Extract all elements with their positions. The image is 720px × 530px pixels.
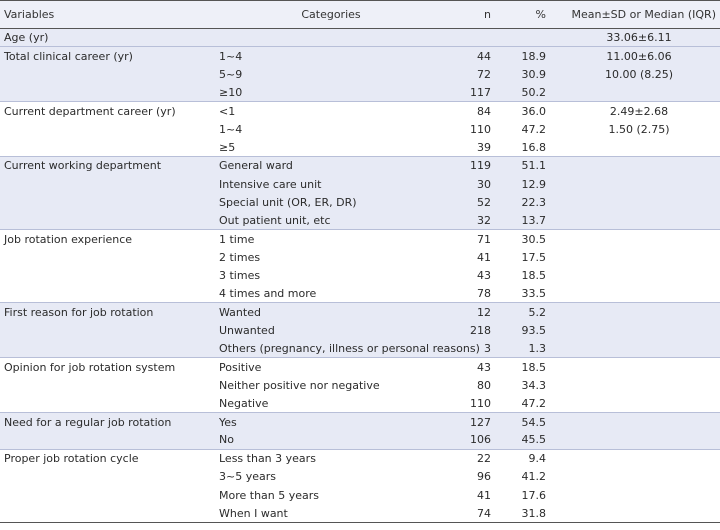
n-cell: 44 xyxy=(449,47,497,65)
percent-cell: 22.3 xyxy=(521,195,546,209)
percent-cell: 45.5 xyxy=(521,433,546,447)
variable-cell: Current department career (yr) xyxy=(0,102,213,120)
table-row xyxy=(0,83,720,101)
n-cell: 72 xyxy=(477,67,491,81)
category-cell xyxy=(213,29,449,47)
header-n: n xyxy=(449,1,497,29)
stat-cell xyxy=(558,138,720,156)
stat-cell: 11.00±6.06 xyxy=(558,47,720,65)
stat-cell xyxy=(558,230,720,248)
variable-cell xyxy=(0,138,213,156)
variable-cell xyxy=(0,211,213,229)
category-cell: Negative xyxy=(219,396,269,410)
header-variables: Variables xyxy=(0,1,213,29)
percent-cell: 51.1 xyxy=(497,157,558,175)
category-cell: General ward xyxy=(213,157,449,175)
row-group xyxy=(0,47,720,102)
n-cell: 84 xyxy=(449,102,497,120)
percent-cell: 18.9 xyxy=(497,47,558,65)
table-row xyxy=(0,65,720,83)
n-cell: 39 xyxy=(477,140,491,154)
stat-cell: 33.06±6.11 xyxy=(606,31,672,45)
n-cell: 96 xyxy=(477,470,491,484)
variable-cell xyxy=(0,504,213,522)
percent-cell: 34.3 xyxy=(521,378,546,392)
table-row xyxy=(0,248,720,266)
table-row xyxy=(0,193,720,211)
category-cell: Others (pregnancy, illness or personal reasons) xyxy=(219,341,480,355)
table-row xyxy=(0,321,720,339)
percent-cell: 17.6 xyxy=(521,488,546,502)
percent-cell: 36.0 xyxy=(497,102,558,120)
percent-cell: 47.2 xyxy=(521,396,546,410)
percent-cell: 18.5 xyxy=(497,358,558,376)
category-cell: Less than 3 years xyxy=(213,449,449,467)
stat-cell xyxy=(558,468,720,486)
table-header xyxy=(0,1,720,29)
n-cell: 52 xyxy=(477,195,491,209)
category-cell: ≥5 xyxy=(219,140,236,154)
percent-cell: 1.3 xyxy=(528,341,546,355)
table-row xyxy=(0,102,720,120)
variable-cell xyxy=(0,321,213,339)
stat-cell xyxy=(558,486,720,504)
header-percent: % xyxy=(497,1,558,29)
n-cell: 32 xyxy=(477,213,491,227)
category-cell: Out patient unit, etc xyxy=(219,213,331,227)
percent-cell: 13.7 xyxy=(521,213,546,227)
category-cell: Positive xyxy=(213,358,449,376)
percent-cell: 17.5 xyxy=(521,250,546,264)
variable-cell: Age (yr) xyxy=(4,31,49,45)
variable-cell xyxy=(0,486,213,504)
table-row xyxy=(0,486,720,504)
percent-cell: 33.5 xyxy=(521,287,546,301)
category-cell: 5~9 xyxy=(219,67,243,81)
stat-cell xyxy=(558,321,720,339)
table-row xyxy=(0,303,720,321)
stat-cell xyxy=(558,340,720,358)
stat-cell xyxy=(558,248,720,266)
n-cell: 43 xyxy=(477,269,491,282)
percent-cell: 93.5 xyxy=(521,323,546,337)
n-cell: 12 xyxy=(449,303,497,321)
variable-cell xyxy=(0,83,213,101)
n-cell: 110 xyxy=(470,396,491,410)
table-row xyxy=(0,340,720,358)
table-row xyxy=(0,394,720,412)
variable-cell xyxy=(0,120,213,138)
table-row xyxy=(0,211,720,229)
variable-cell: Job rotation experience xyxy=(0,230,213,248)
header-mean-sd: Mean±SD or Median (IQR) xyxy=(558,1,720,29)
variable-cell xyxy=(0,285,213,303)
n-cell: 110 xyxy=(470,122,491,136)
stat-cell xyxy=(558,175,720,193)
percent-cell: 9.4 xyxy=(497,449,558,467)
category-cell: When I want xyxy=(213,504,449,522)
table-row xyxy=(0,157,720,175)
table-row xyxy=(0,468,720,486)
row-group xyxy=(0,102,720,157)
category-cell: 1~4 xyxy=(219,122,243,136)
row-group xyxy=(0,29,720,47)
category-cell: 1~4 xyxy=(213,47,449,65)
percent-cell: 41.2 xyxy=(521,470,546,484)
variable-cell: Proper job rotation cycle xyxy=(0,449,213,467)
n-cell: 43 xyxy=(449,358,497,376)
table-row xyxy=(0,120,720,138)
stat-cell xyxy=(558,211,720,229)
table-row xyxy=(0,230,720,248)
variable-cell xyxy=(0,266,213,284)
table-row xyxy=(0,413,720,431)
percent-cell: 31.8 xyxy=(497,504,558,522)
row-group xyxy=(0,449,720,522)
variable-cell: Opinion for job rotation system xyxy=(0,358,213,376)
table-row xyxy=(0,266,720,284)
n-cell: 41 xyxy=(477,250,491,264)
stat-cell: 10.00 (8.25) xyxy=(604,67,674,81)
stat-cell xyxy=(558,83,720,101)
n-cell: 71 xyxy=(449,230,497,248)
n-cell: 80 xyxy=(477,378,491,392)
stat-cell xyxy=(558,193,720,211)
table-row xyxy=(0,431,720,449)
percent-cell: 16.8 xyxy=(521,140,546,154)
stat-cell xyxy=(558,394,720,412)
variable-cell: First reason for job rotation xyxy=(0,303,213,321)
stat-cell xyxy=(558,303,720,321)
stat-cell xyxy=(558,449,720,467)
n-cell: 106 xyxy=(470,433,491,447)
percent-cell: 54.5 xyxy=(497,413,558,431)
n-cell: 78 xyxy=(477,287,491,301)
stat-cell xyxy=(558,157,720,175)
percent-cell: 30.5 xyxy=(497,230,558,248)
n-cell: 117 xyxy=(470,85,491,99)
stat-cell xyxy=(558,285,720,303)
variable-cell: Current working department xyxy=(0,157,213,175)
category-cell: More than 5 years xyxy=(219,488,320,502)
table-row xyxy=(0,29,720,47)
category-cell: Neither positive nor negative xyxy=(219,378,380,392)
category-cell: 4 times and more xyxy=(219,287,317,301)
variable-cell xyxy=(0,248,213,266)
n-cell: 119 xyxy=(449,157,497,175)
table-row xyxy=(0,449,720,467)
row-group xyxy=(0,230,720,303)
n-cell: 30 xyxy=(477,177,491,191)
variable-cell xyxy=(0,431,213,449)
table-row xyxy=(0,358,720,376)
category-cell: 2 times xyxy=(219,250,261,264)
category-cell: Special unit (OR, ER, DR) xyxy=(219,195,357,209)
n-cell: 3 xyxy=(484,341,491,355)
category-cell: <1 xyxy=(213,102,449,120)
table-row xyxy=(0,175,720,193)
percent-cell: 5.2 xyxy=(497,303,558,321)
stat-cell xyxy=(558,413,720,431)
stat-cell xyxy=(558,358,720,376)
category-cell: Yes xyxy=(213,413,449,431)
percent-cell: 50.2 xyxy=(521,85,546,99)
percent-cell xyxy=(497,29,558,47)
table-row xyxy=(0,138,720,156)
variable-cell: Total clinical career (yr) xyxy=(0,47,213,65)
category-cell: Wanted xyxy=(213,303,449,321)
category-cell: No xyxy=(219,433,234,447)
stat-cell: 1.50 (2.75) xyxy=(608,122,670,136)
header-row xyxy=(0,1,720,29)
stat-cell: 2.49±2.68 xyxy=(558,102,720,120)
row-group xyxy=(0,358,720,413)
stat-cell xyxy=(558,376,720,394)
stat-cell xyxy=(558,431,720,449)
variable-cell xyxy=(0,193,213,211)
category-cell: ≥10 xyxy=(219,85,243,99)
n-cell xyxy=(449,29,497,47)
category-cell: Intensive care unit xyxy=(219,177,322,191)
n-cell: 74 xyxy=(449,504,497,522)
category-cell: 3~5 years xyxy=(219,470,276,484)
variable-cell xyxy=(0,376,213,394)
variable-cell: Need for a regular job rotation xyxy=(0,413,213,431)
percent-cell: 30.9 xyxy=(521,67,546,81)
n-cell: 22 xyxy=(449,449,497,467)
header-categories: Categories xyxy=(213,1,449,29)
variable-cell xyxy=(0,175,213,193)
row-group xyxy=(0,303,720,358)
percent-cell: 47.2 xyxy=(521,122,546,136)
n-cell: 127 xyxy=(449,413,497,431)
variable-cell xyxy=(0,340,213,358)
variable-cell xyxy=(0,468,213,486)
category-cell: 3 times xyxy=(219,269,261,282)
n-cell: 41 xyxy=(477,488,491,502)
stat-cell xyxy=(558,504,720,522)
row-group xyxy=(0,413,720,450)
table-row xyxy=(0,504,720,522)
category-cell: Unwanted xyxy=(219,323,275,337)
variable-cell xyxy=(0,65,213,83)
row-group xyxy=(0,157,720,230)
variable-cell xyxy=(0,394,213,412)
n-cell: 218 xyxy=(470,323,491,337)
table-row xyxy=(0,376,720,394)
table-row xyxy=(0,47,720,65)
percent-cell: 18.5 xyxy=(521,269,546,282)
percent-cell: 12.9 xyxy=(521,177,546,191)
category-cell: 1 time xyxy=(213,230,449,248)
stat-cell xyxy=(558,266,720,284)
table-row xyxy=(0,285,720,303)
